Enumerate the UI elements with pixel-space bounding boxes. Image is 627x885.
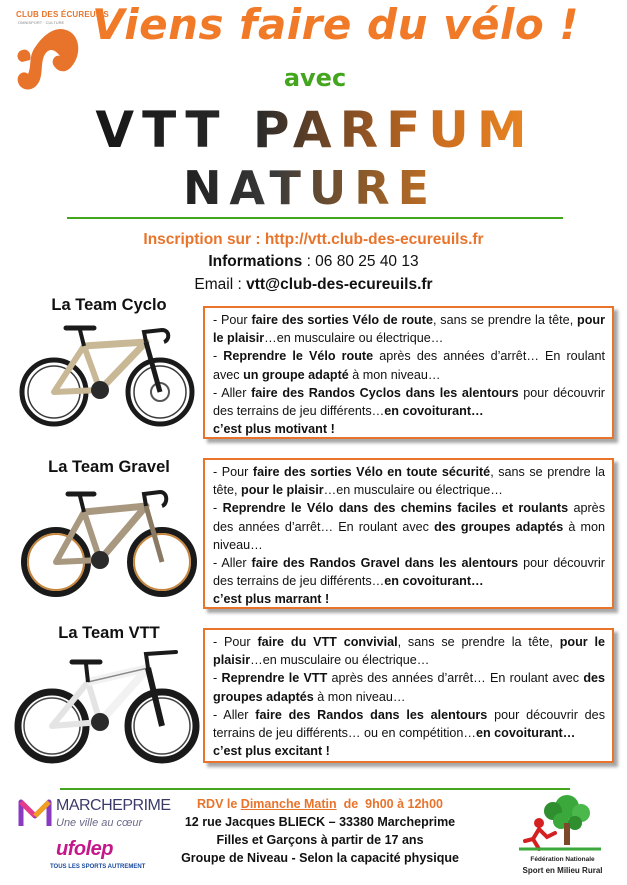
email-label: Email : (194, 276, 242, 293)
team-description-cyclo (203, 306, 614, 439)
description-line (213, 347, 605, 383)
inscription-label: Inscription sur : (143, 231, 261, 248)
body-text: , sans se prendre la tête, (213, 465, 606, 498)
body-text: - (213, 671, 222, 686)
marcheprime-m-icon (18, 796, 52, 830)
body-text: à mon niveau… (348, 367, 441, 382)
gravel-bike-icon (20, 476, 198, 600)
phone-number: : 06 80 25 40 13 (306, 253, 419, 270)
tree-runner-icon (505, 793, 620, 855)
emphasis-text: faire des Randos Gravel dans les alentours (251, 556, 519, 571)
body-text: - Pour (213, 313, 252, 327)
emphasis-text: pour le plaisir (213, 635, 605, 668)
team-title-gravel: La Team Gravel (48, 458, 170, 476)
body-text: après des années d’arrêt… En roulant avec (327, 671, 584, 686)
description-line (213, 554, 605, 590)
team-description-gravel (203, 458, 614, 609)
emphasis-text: c’est plus excitant ! (213, 744, 330, 759)
avec-label: avec (283, 64, 347, 92)
rdv-audience: Filles et Garçons à partir de 17 ans (216, 833, 424, 847)
body-text: pour découvrir des terrains de jeu différents… ou en compétition… (213, 707, 605, 741)
emphasis-text: pour le plaisir (213, 313, 605, 346)
body-text: - Pour (213, 635, 258, 649)
body-text: …en musculaire ou électrique… (323, 483, 503, 498)
club-tagline: OMNISPORT · CULTURE (18, 20, 65, 25)
description-line (213, 669, 605, 705)
emphasis-text: en covoiturant… (475, 726, 576, 741)
body-text: - Aller (213, 707, 256, 722)
informations-label: Informations (208, 253, 303, 270)
team-description-text (213, 633, 605, 760)
bottom-divider (60, 788, 570, 790)
description-line (213, 420, 605, 438)
body-text: - Pour (213, 465, 253, 479)
body-text: , sans se prendre la tête, (432, 313, 578, 327)
club-name: CLUB DES ÉCUREUILS (16, 10, 109, 19)
brand-line-2: NATURE (130, 160, 490, 216)
rdv-label: RDV le (197, 797, 241, 811)
description-line (213, 384, 605, 420)
fnsmr-line-1: Fédération Nationale (530, 856, 595, 863)
body-text: après des années d’arrêt… En roulant avec (213, 349, 605, 382)
ufolep-tagline: TOUS LES SPORTS AUTREMENT (50, 864, 146, 870)
description-line (213, 499, 605, 554)
brand-line-1: VTT PARFUM (80, 100, 550, 160)
email-line (0, 276, 627, 294)
emphasis-text: faire des Randos dans les alentours (255, 707, 488, 722)
rdv-day: Dimanche Matin (240, 797, 337, 811)
rdv-line (175, 797, 465, 811)
rdv-time: de 9h00 à 12h00 (336, 797, 443, 811)
description-line (213, 742, 605, 760)
emphasis-text: faire des sorties Vélo de route (251, 313, 433, 327)
email-address[interactable]: vtt@club-des-ecureuils.fr (246, 276, 433, 293)
team-description-text (213, 311, 605, 438)
body-text: - Aller (213, 556, 252, 571)
description-line (213, 706, 605, 742)
body-text: , sans se prendre la tête, (397, 635, 560, 649)
fnsmr-logo (505, 793, 620, 883)
top-divider (67, 217, 563, 219)
team-title-vtt: La Team VTT (58, 624, 160, 642)
body-text: à mon niveau… (313, 689, 406, 704)
club-logo (12, 8, 109, 98)
emphasis-text: Reprendre le Vélo route (223, 349, 374, 364)
emphasis-text: faire des sorties Vélo en toute sécurité (252, 465, 491, 479)
body-text: - Aller (213, 385, 252, 400)
road-bike-icon (14, 316, 200, 432)
inscription-line (0, 231, 627, 249)
ufolep-logo (48, 838, 158, 882)
rdv-groups: Groupe de Niveau - Selon la capacité physique (181, 851, 459, 865)
body-text: …en musculaire ou électrique… (264, 331, 444, 346)
body-text: - (213, 349, 224, 364)
description-line (213, 633, 605, 669)
team-description-vtt (203, 628, 614, 763)
emphasis-text: Reprendre le VTT (221, 671, 328, 686)
marcheprime-tagline: Une ville au cœur (56, 817, 143, 829)
mountain-bike-icon (14, 642, 200, 766)
description-line (213, 463, 605, 499)
body-text: à mon niveau… (213, 519, 605, 552)
emphasis-text: un groupe adapté (243, 367, 349, 382)
emphasis-text: Reprendre le Vélo dans des chemins faciles et roulants (222, 501, 569, 516)
description-line (213, 590, 605, 608)
emphasis-text: des groupes adaptés (434, 519, 564, 534)
headline: Viens faire du vélo ! (92, 0, 579, 49)
squirrel-icon (14, 26, 82, 98)
marcheprime-logo (18, 796, 171, 836)
emphasis-text: en covoiturant… (384, 574, 484, 589)
emphasis-text: c’est plus marrant ! (213, 592, 330, 607)
rdv-address: 12 rue Jacques BLIECK – 33380 Marcheprime (184, 815, 456, 829)
body-text: pour découvrir des terrains de jeu différents… (213, 556, 605, 589)
team-description-text (213, 463, 605, 609)
emphasis-text: c’est plus motivant ! (213, 422, 335, 437)
body-text: - (213, 501, 223, 516)
description-line (213, 311, 605, 347)
inscription-link[interactable]: http://vtt.club-des-ecureuils.fr (264, 231, 484, 248)
body-text: …en musculaire ou électrique… (250, 653, 430, 668)
fnsmr-line-2: Sport en Milieu Rural (522, 866, 603, 875)
informations-line (0, 253, 627, 271)
emphasis-text: faire des Randos Cyclos dans les alentours (251, 385, 519, 400)
team-title-cyclo: La Team Cyclo (51, 296, 167, 314)
marcheprime-name: MARCHEPRIME (56, 797, 171, 814)
ufolep-name: ufolep (56, 838, 113, 860)
body-text: pour découvrir des terrains de jeu différents… (213, 385, 605, 419)
emphasis-text: pour le plaisir (241, 483, 324, 498)
emphasis-text: faire du VTT convivial (257, 635, 398, 649)
body-text: après des années d’arrêt… En roulant avec (213, 501, 605, 534)
emphasis-text: en covoiturant… (384, 404, 484, 419)
emphasis-text: des groupes adaptés (213, 671, 606, 704)
